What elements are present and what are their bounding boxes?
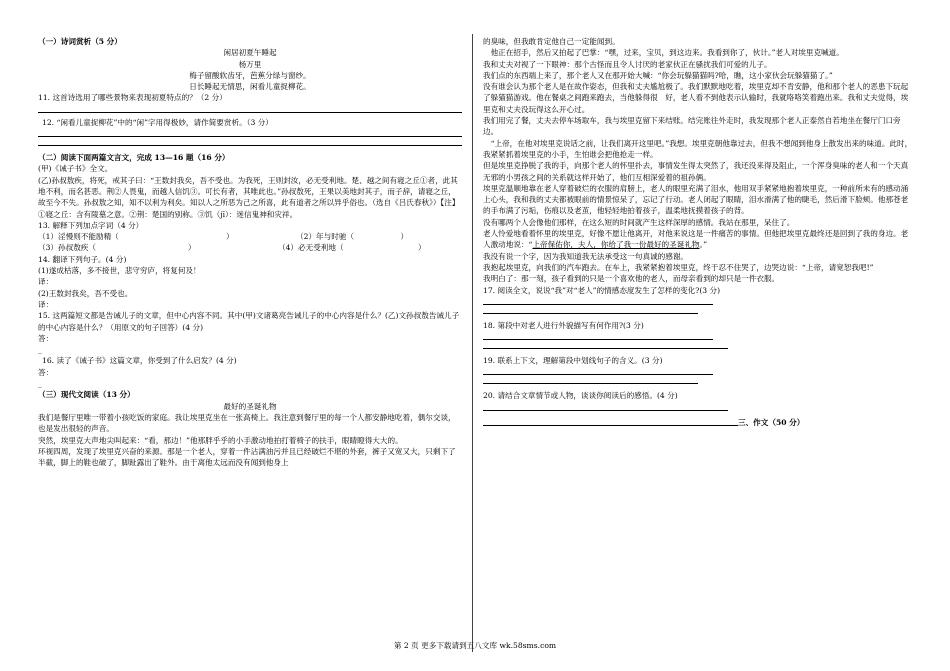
- gloss-row: [38, 231, 462, 242]
- poem-title: 闲居初夏午睡起: [223, 48, 277, 58]
- underlined-sentence: 上帝保佑你，夫人，你给了我一份最好的圣诞礼物: [532, 240, 700, 250]
- story-paragraph: 我们点的东西端上来了，那个老人又在那开始大喊：“你会玩躲猫猫吗?哈，瞧，这小家伙会玩躲猫猫了。”: [483, 70, 833, 80]
- answer-blank: _: [38, 379, 42, 389]
- gloss-close: ）: [418, 243, 426, 253]
- gloss-item-prefix: （2: [296, 232, 309, 242]
- gloss-item: （3）孙叔敖疾（: [38, 243, 96, 253]
- story-paragraph: 我们是餐厅里唯一带着小孩吃饭的家庭。我让埃里克坐在一张高椅上。我注意到餐厅里的每一个人都安静地吃着，偶尔交谈，也是发出很轻的声音。: [38, 412, 456, 434]
- passage-jia-label: (甲)《诫子书》全文。: [38, 164, 113, 174]
- story-title: 最好的圣诞礼物: [223, 401, 277, 411]
- translate-label: 译：: [38, 299, 54, 309]
- question-14-1: (1)遂成枯落，多不接世，悲守穷庐，将复何及！: [38, 266, 201, 276]
- poem-line: 梅子留酸软齿牙，芭蕉分绿与窗纱。: [189, 70, 311, 80]
- story-paragraph: 突然，埃里克大声地尖叫起来：“看，那边！”他那胖乎乎的小手激动地拍打着椅子的扶手，眼睛瞪得大大的。: [38, 435, 403, 445]
- question-17: 17. 阅读全文，说说“我”对“老人”的情感态度发生了怎样的变化?(3 分): [483, 285, 721, 295]
- gloss-row: [38, 242, 462, 253]
- right-column: [483, 36, 913, 429]
- story-paragraph: 的臭味，但我敢肯定他自己一定能闻到。: [483, 37, 620, 46]
- story-paragraph: 他正在招手，然后又拍起了巴掌：“嘿，过来，宝贝，到这边来。我看到你了，伙计。”老人对埃里克喊道。: [490, 48, 844, 58]
- question-14: 14. 翻译下列句子。(4 分): [38, 254, 127, 264]
- composition-title: 三、作文（50 分）: [738, 417, 805, 427]
- story-paragraph: 但是埃里克挣脱了我的手，向那个老人的怀里扑去，事情发生得太突然了，我还没来得及阻止，一个浑身臭味的老人和一个天真无邪的小男孩之间的关系就这样开始了，他们互相深爱着的祖孙俩。: [483, 161, 909, 182]
- left-column: [38, 36, 462, 468]
- paragraph-text: 。”: [699, 240, 708, 250]
- story-paragraph: 我抱起埃里克，向我们的汽车跑去。在车上，我紧紧抱着埃里克，终于忍不住哭了，边哭边说：“上帝，请宽恕我吧!”: [483, 262, 874, 272]
- paragraph-text: 老人怜爱地看着怀里的埃里克，好像不愿让他离开，对他来说这是一件痛苦的事情。但他把埃里克最终还是回到了我的身边。老人激动地说：“: [483, 229, 909, 250]
- poem-author: 杨万里: [238, 59, 262, 69]
- story-paragraph: 我没有说一个字，因为我知道我无法承受这一句真诚的感谢。: [483, 251, 689, 261]
- passage-yi: (乙)孙叔敖疾，将死，戒其子曰：“王数封我矣，吾不受也。为我死，王则封汝，必无受利地。楚、越之间有寝之丘①者，此其地不利，而名甚恶。荆②人畏鬼，而越人信饥③。可长有者，其唯此也。”孙叔敖死，王果以美地封其子，而子辞，请寝之丘，故至今不失。孙叔敖之知，知不以利为利矣。知以人之所恶为己之所喜，此有道者之所以异乎俗也。（选自《吕氏春秋》）【注】①寝之丘：含有陵墓之意。②荆：楚国的别称。③饥（jī）：迷信鬼神和灾祥。: [38, 175, 460, 219]
- gloss-close: ）: [400, 232, 409, 242]
- question-14-2: (2)王数封我矣，吾不受也。: [38, 288, 133, 298]
- section1-title: （一）诗词赏析（5 分）: [38, 37, 122, 46]
- question-12: 12. “闲看儿童捉柳花”中的“闲”字用得极妙，请作简要赏析。（3 分）: [42, 117, 273, 127]
- story-paragraph: “上帝，在他对埃里克说话之前，让我们离开这里吧。”我想。埃里克朝他靠过去，但我不想闻到他身上散发出来的味道。此时，我紧紧抓着埃里克的小手，生怕谁会把他抢走一样。: [483, 138, 913, 159]
- answer-blank: _: [38, 345, 42, 355]
- gloss-item: （4）必无受利地（: [278, 243, 344, 253]
- story-paragraph: 没有哪两个人会像他们那样，在这么短的时间就产生这样深厚的感情。我站在那里，呆住了。: [483, 217, 795, 227]
- answer-label: 答：: [38, 367, 54, 377]
- translate-label: 译：: [38, 277, 54, 287]
- question-11: 11. 这首诗选用了哪些景物来表现初夏特点的？（2 分）: [38, 93, 227, 103]
- story-paragraph: 我们用完了餐，丈夫去停车场取车，我与埃里克留下来结账。结完账往外走时，我发现那个老人正泰然自若地坐在餐厅门口旁边。: [483, 116, 901, 137]
- page-footer: 第 2 页 更多下载请到五八文库 wk.58sms.com: [393, 641, 557, 650]
- gloss-close: ）: [226, 232, 234, 242]
- story-paragraph: 环视四周，发现了埃里克兴奋的来源。那是一个老人，穿着一件沾满油污并且已经破烂不堪的外套，裤子又宽又大，只剩下了半截，脚上的鞋也破了，脚趾露出了鞋外。由于离他太远而没有闻到他身上: [38, 446, 456, 468]
- answer-label: 答：: [38, 333, 54, 343]
- column-divider: [472, 34, 473, 652]
- gloss-close: ）: [188, 243, 196, 253]
- gloss-item: （1）淫慢则不能励精（: [38, 232, 119, 242]
- poem-line: 日长睡起无情思，闲看儿童捉柳花。: [189, 82, 311, 92]
- section2-title: （二）阅读下面两篇文言文，完成 13—16 题（16 分）: [38, 153, 230, 163]
- question-13: 13. 解释下列加点字词（4 分）: [38, 220, 144, 230]
- story-paragraph: 我明白了：那一刻，孩子看到的只是一个喜欢他的老人，而母亲看到的却只是一件衣服。: [483, 274, 780, 284]
- question-16: 16. 读了《诫子书》这篇文章，你受到了什么启发？(4 分): [42, 356, 237, 366]
- question-15: 15. 这两篇短文都是告诫儿子的文章，但中心内容不同。其中(甲)文诸葛亮告诫儿子的中心内容是什么？(乙)文孙叔敖告诫儿子的中心内容是什么？（用原文的句子回答）(4 分): [38, 311, 460, 332]
- story-paragraph: 埃里克温顺地靠在老人穿着破烂的衣服的肩膀上，老人的眼里充满了泪水，他用双手紧紧地抱着埃里克，一种前所未有的感动涌上心头，我和我的丈夫都被眼前的情景惊呆了，忘记了行动。老人闭起了眼睛，泪水滑满了他的睫毛，然后滑下脸颊。他那苍老的手布满了污垢，伤痕以及老茧，他轻轻地拍着孩子，温柔地抚摸着孩子的背。: [483, 183, 909, 216]
- story-paragraph: 没有谁会认为那个老人是在故作姿态，但我和丈夫尴尬极了。我们默默地吃着，埃里克却不肯安静，他和那个老人的恶患下玩起了躲猫猫游戏。他在餐桌之间跑来跑去，当他躲得很 好，老人看不到他表示认输时，我就咯咯笑着跑出来。我和丈夫觉得，埃里克和丈夫没玩得这么开心过。: [483, 82, 909, 114]
- question-19: 19. 联系上下文，理解第段中划线句子的含义。(3 分): [483, 356, 663, 366]
- story-paragraph: 我和丈夫对视了一下眼神：那个古怪而且令人讨厌的老家伙正在骚扰我们可爱的儿子。: [483, 59, 772, 69]
- answer-line[interactable]: [483, 425, 738, 426]
- question-18: 18. 第段中对老人进行外貌描写有何作用?(3 分): [483, 320, 644, 330]
- gloss-item: ）年与时驰（: [308, 232, 354, 242]
- question-20: 20. 请结合文章情节或人物，谈谈你阅读后的感悟。(4 分): [483, 391, 678, 401]
- story-paragraph: [483, 228, 913, 251]
- section3-title: （三）现代文阅读（13 分）: [38, 390, 135, 400]
- composition-row: [483, 417, 913, 429]
